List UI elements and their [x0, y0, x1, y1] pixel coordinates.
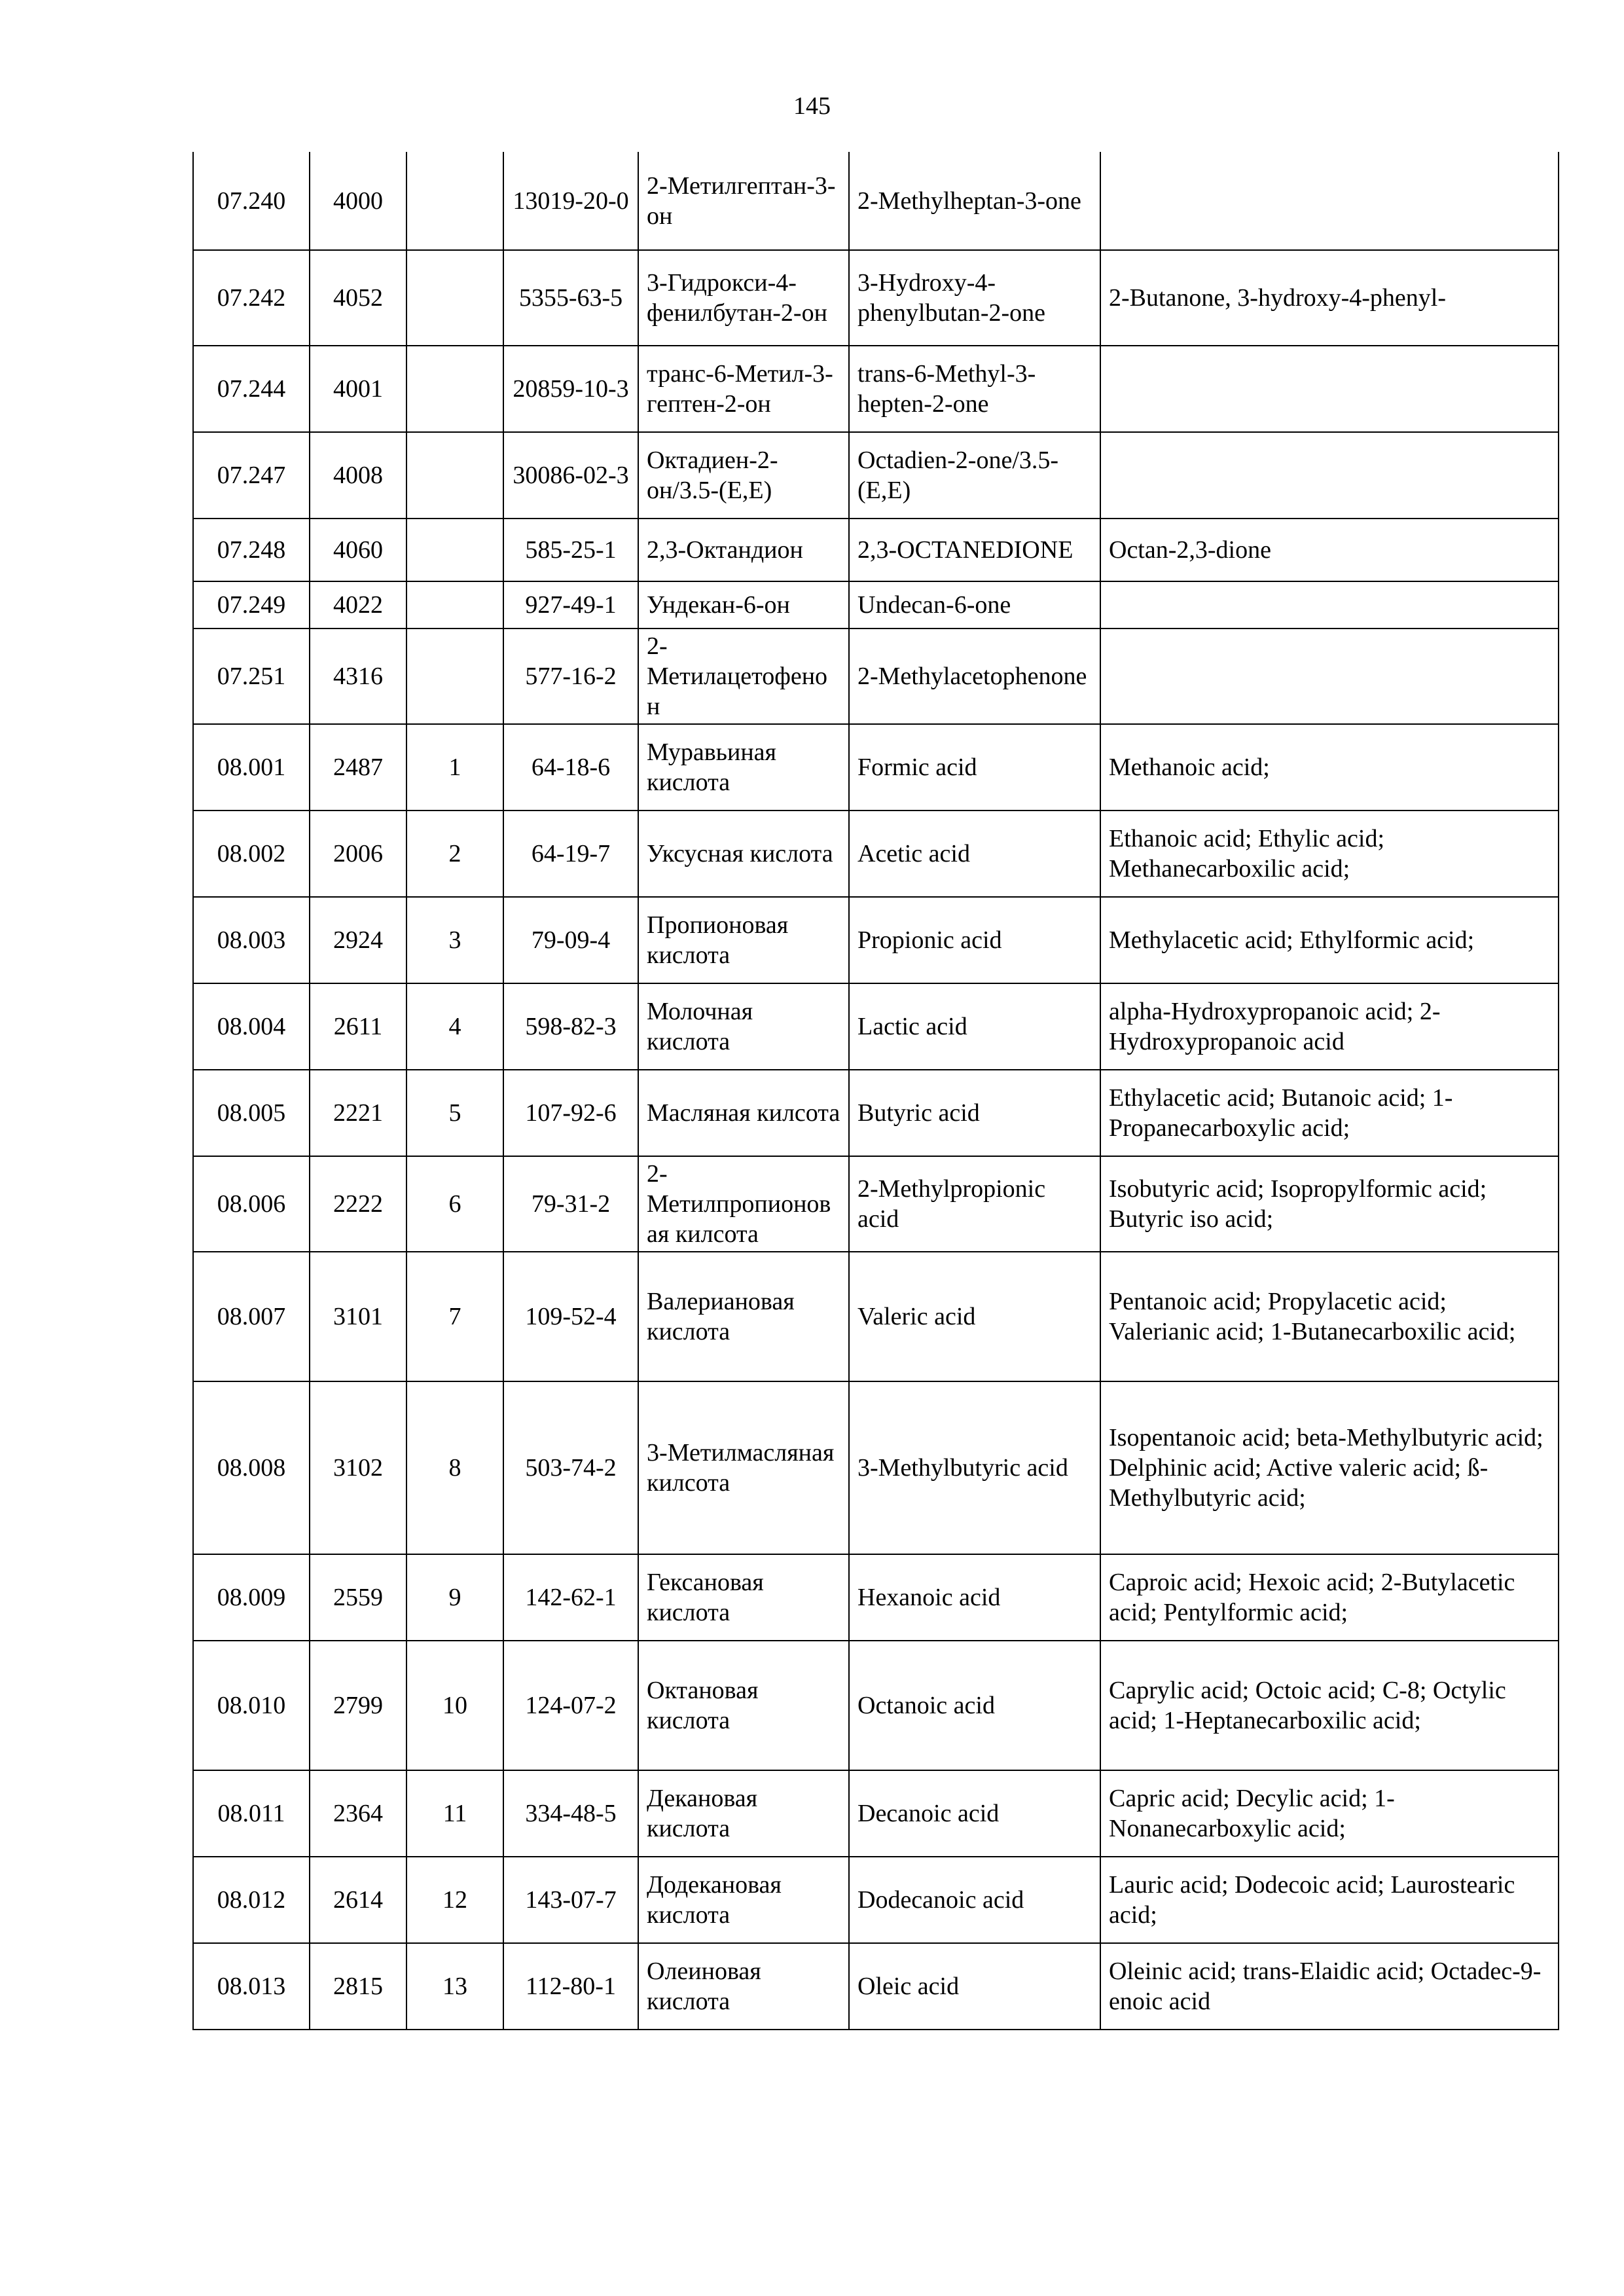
name-english-cell: Butyric acid — [849, 1070, 1100, 1156]
entry-id-cell: 08.008 — [193, 1381, 310, 1554]
fema-number-cell: 2222 — [310, 1156, 406, 1252]
name-russian-cell: Октадиен-2-он/3.5-(E,E) — [638, 432, 849, 519]
name-english-cell: 3-Methylbutyric acid — [849, 1381, 1100, 1554]
name-russian-cell: 2-Метилпропионовая килсота — [638, 1156, 849, 1252]
name-russian-cell: Октановая кислота — [638, 1641, 849, 1770]
table-row — [193, 346, 1559, 432]
cas-number-cell: 124-07-2 — [503, 1641, 638, 1770]
entry-id-cell: 07.244 — [193, 346, 310, 432]
cas-number-cell: 142-62-1 — [503, 1554, 638, 1641]
synonyms-cell: Methanoic acid; — [1100, 724, 1559, 811]
synonyms-cell: Isobutyric acid; Isopropylformic acid; Butyric iso acid; — [1100, 1156, 1559, 1252]
name-english-cell: 2-Methylheptan-3-one — [849, 152, 1100, 250]
cas-number-cell: 64-19-7 — [503, 811, 638, 897]
sequence-number-cell: 12 — [406, 1857, 503, 1943]
table-row — [193, 811, 1559, 897]
name-english-cell: Lactic acid — [849, 983, 1100, 1070]
name-russian-cell: Муравьиная кислота — [638, 724, 849, 811]
synonyms-cell: Lauric acid; Dodecoic acid; Laurostearic acid; — [1100, 1857, 1559, 1943]
cas-number-cell: 109-52-4 — [503, 1252, 638, 1381]
entry-id-cell: 07.248 — [193, 519, 310, 581]
sequence-number-cell — [406, 519, 503, 581]
table-row — [193, 1857, 1559, 1943]
table-row — [193, 897, 1559, 983]
synonyms-cell: Isopentanoic acid; beta-Methylbutyric acid; Delphinic acid; Active valeric acid; ß-Methylbutyric acid; — [1100, 1381, 1559, 1554]
sequence-number-cell: 13 — [406, 1943, 503, 2030]
synonyms-cell — [1100, 581, 1559, 629]
synonyms-cell — [1100, 346, 1559, 432]
name-russian-cell: Гексановая кислота — [638, 1554, 849, 1641]
synonyms-cell: Methylacetic acid; Ethylformic acid; — [1100, 897, 1559, 983]
entry-id-cell: 08.009 — [193, 1554, 310, 1641]
name-russian-cell: 3-Гидрокси-4-фенилбутан-2-он — [638, 250, 849, 346]
entry-id-cell: 08.004 — [193, 983, 310, 1070]
name-english-cell: Oleic acid — [849, 1943, 1100, 2030]
sequence-number-cell: 3 — [406, 897, 503, 983]
sequence-number-cell: 2 — [406, 811, 503, 897]
sequence-number-cell — [406, 250, 503, 346]
synonyms-cell: Caprylic acid; Octoic acid; C-8; Octylic acid; 1-Heptanecarboxilic acid; — [1100, 1641, 1559, 1770]
synonyms-cell — [1100, 432, 1559, 519]
table-row — [193, 1156, 1559, 1252]
entry-id-cell: 08.010 — [193, 1641, 310, 1770]
name-russian-cell: 2-Метилацетофенон — [638, 629, 849, 724]
table-row — [193, 1943, 1559, 2030]
entry-id-cell: 07.242 — [193, 250, 310, 346]
cas-number-cell: 585-25-1 — [503, 519, 638, 581]
fema-number-cell: 4001 — [310, 346, 406, 432]
name-russian-cell: Уксусная кислота — [638, 811, 849, 897]
entry-id-cell: 08.006 — [193, 1156, 310, 1252]
synonyms-cell: 2-Butanone, 3-hydroxy-4-phenyl- — [1100, 250, 1559, 346]
synonyms-cell — [1100, 152, 1559, 250]
name-english-cell: Hexanoic acid — [849, 1554, 1100, 1641]
name-english-cell: Dodecanoic acid — [849, 1857, 1100, 1943]
cas-number-cell: 598-82-3 — [503, 983, 638, 1070]
fema-number-cell: 2006 — [310, 811, 406, 897]
name-russian-cell: Декановая кислота — [638, 1770, 849, 1857]
name-english-cell: Octadien-2-one/3.5-(E,E) — [849, 432, 1100, 519]
cas-number-cell: 30086-02-3 — [503, 432, 638, 519]
fema-number-cell: 4000 — [310, 152, 406, 250]
sequence-number-cell: 11 — [406, 1770, 503, 1857]
sequence-number-cell: 8 — [406, 1381, 503, 1554]
name-russian-cell: Олеиновая кислота — [638, 1943, 849, 2030]
table-row — [193, 724, 1559, 811]
sequence-number-cell — [406, 581, 503, 629]
name-english-cell: 2-Methylacetophenone — [849, 629, 1100, 724]
fema-number-cell: 4008 — [310, 432, 406, 519]
entry-id-cell: 07.249 — [193, 581, 310, 629]
name-english-cell: Formic acid — [849, 724, 1100, 811]
substance-table — [192, 152, 1559, 2030]
cas-number-cell: 577-16-2 — [503, 629, 638, 724]
cas-number-cell: 13019-20-0 — [503, 152, 638, 250]
cas-number-cell: 79-31-2 — [503, 1156, 638, 1252]
table-row — [193, 250, 1559, 346]
name-english-cell: Decanoic acid — [849, 1770, 1100, 1857]
cas-number-cell: 64-18-6 — [503, 724, 638, 811]
name-russian-cell: 3-Метилмасляная килсота — [638, 1381, 849, 1554]
table-row — [193, 581, 1559, 629]
synonyms-cell — [1100, 629, 1559, 724]
cas-number-cell: 5355-63-5 — [503, 250, 638, 346]
name-english-cell: 3-Hydroxy-4-phenylbutan-2-one — [849, 250, 1100, 346]
fema-number-cell: 2614 — [310, 1857, 406, 1943]
cas-number-cell: 20859-10-3 — [503, 346, 638, 432]
entry-id-cell: 07.247 — [193, 432, 310, 519]
fema-number-cell: 2799 — [310, 1641, 406, 1770]
entry-id-cell: 08.003 — [193, 897, 310, 983]
table-row — [193, 1381, 1559, 1554]
cas-number-cell: 927-49-1 — [503, 581, 638, 629]
entry-id-cell: 08.001 — [193, 724, 310, 811]
synonyms-cell: alpha-Hydroxypropanoic acid; 2-Hydroxypropanoic acid — [1100, 983, 1559, 1070]
name-english-cell: Acetic acid — [849, 811, 1100, 897]
name-russian-cell: Молочная кислота — [638, 983, 849, 1070]
entry-id-cell: 08.007 — [193, 1252, 310, 1381]
fema-number-cell: 4022 — [310, 581, 406, 629]
table-row — [193, 1070, 1559, 1156]
name-english-cell: 2,3-OCTANEDIONE — [849, 519, 1100, 581]
cas-number-cell: 112-80-1 — [503, 1943, 638, 2030]
name-english-cell: 2-Methylpropionic acid — [849, 1156, 1100, 1252]
synonyms-cell: Pentanoic acid; Propylacetic acid; Valerianic acid; 1-Butanecarboxilic acid; — [1100, 1252, 1559, 1381]
entry-id-cell: 07.251 — [193, 629, 310, 724]
name-russian-cell: 2-Метилгептан-3-он — [638, 152, 849, 250]
sequence-number-cell — [406, 346, 503, 432]
synonyms-cell: Octan-2,3-dione — [1100, 519, 1559, 581]
name-english-cell: Valeric acid — [849, 1252, 1100, 1381]
cas-number-cell: 503-74-2 — [503, 1381, 638, 1554]
cas-number-cell: 79-09-4 — [503, 897, 638, 983]
name-english-cell: Undecan-6-one — [849, 581, 1100, 629]
entry-id-cell: 07.240 — [193, 152, 310, 250]
entry-id-cell: 08.013 — [193, 1943, 310, 2030]
table-row — [193, 1770, 1559, 1857]
name-english-cell: Propionic acid — [849, 897, 1100, 983]
cas-number-cell: 143-07-7 — [503, 1857, 638, 1943]
name-english-cell: trans-6-Methyl-3-hepten-2-one — [849, 346, 1100, 432]
table-row — [193, 519, 1559, 581]
fema-number-cell: 2364 — [310, 1770, 406, 1857]
fema-number-cell: 4060 — [310, 519, 406, 581]
sequence-number-cell — [406, 152, 503, 250]
name-russian-cell: 2,3-Октандион — [638, 519, 849, 581]
name-russian-cell: Ундекан-6-он — [638, 581, 849, 629]
sequence-number-cell: 4 — [406, 983, 503, 1070]
fema-number-cell: 2815 — [310, 1943, 406, 2030]
sequence-number-cell: 9 — [406, 1554, 503, 1641]
fema-number-cell: 4316 — [310, 629, 406, 724]
fema-number-cell: 3102 — [310, 1381, 406, 1554]
fema-number-cell: 4052 — [310, 250, 406, 346]
table-row — [193, 1641, 1559, 1770]
page-number: 145 — [793, 92, 831, 120]
sequence-number-cell — [406, 629, 503, 724]
sequence-number-cell: 1 — [406, 724, 503, 811]
table-row — [193, 983, 1559, 1070]
entry-id-cell: 08.002 — [193, 811, 310, 897]
fema-number-cell: 2559 — [310, 1554, 406, 1641]
entry-id-cell: 08.012 — [193, 1857, 310, 1943]
sequence-number-cell — [406, 432, 503, 519]
sequence-number-cell: 5 — [406, 1070, 503, 1156]
name-russian-cell: Валериановая кислота — [638, 1252, 849, 1381]
synonyms-cell: Caproic acid; Hexoic acid; 2-Butylacetic acid; Pentylformic acid; — [1100, 1554, 1559, 1641]
entry-id-cell: 08.011 — [193, 1770, 310, 1857]
table-row — [193, 1252, 1559, 1381]
synonyms-cell: Oleinic acid; trans-Elaidic acid; Octadec-9-enoic acid — [1100, 1943, 1559, 2030]
table-row — [193, 629, 1559, 724]
cas-number-cell: 107-92-6 — [503, 1070, 638, 1156]
synonyms-cell: Ethanoic acid; Ethylic acid; Methanecarboxilic acid; — [1100, 811, 1559, 897]
fema-number-cell: 2611 — [310, 983, 406, 1070]
name-russian-cell: Пропионовая кислота — [638, 897, 849, 983]
synonyms-cell: Capric acid; Decylic acid; 1-Nonanecarboxylic acid; — [1100, 1770, 1559, 1857]
cas-number-cell: 334-48-5 — [503, 1770, 638, 1857]
sequence-number-cell: 10 — [406, 1641, 503, 1770]
fema-number-cell: 3101 — [310, 1252, 406, 1381]
sequence-number-cell: 7 — [406, 1252, 503, 1381]
name-russian-cell: Додекановая кислота — [638, 1857, 849, 1943]
fema-number-cell: 2487 — [310, 724, 406, 811]
entry-id-cell: 08.005 — [193, 1070, 310, 1156]
name-russian-cell: Масляная килсота — [638, 1070, 849, 1156]
table-row — [193, 152, 1559, 250]
name-russian-cell: транс-6-Метил-3-гептен-2-он — [638, 346, 849, 432]
name-english-cell: Octanoic acid — [849, 1641, 1100, 1770]
sequence-number-cell: 6 — [406, 1156, 503, 1252]
synonyms-cell: Ethylacetic acid; Butanoic acid; 1-Propanecarboxylic acid; — [1100, 1070, 1559, 1156]
table-row — [193, 432, 1559, 519]
fema-number-cell: 2924 — [310, 897, 406, 983]
table-row — [193, 1554, 1559, 1641]
fema-number-cell: 2221 — [310, 1070, 406, 1156]
